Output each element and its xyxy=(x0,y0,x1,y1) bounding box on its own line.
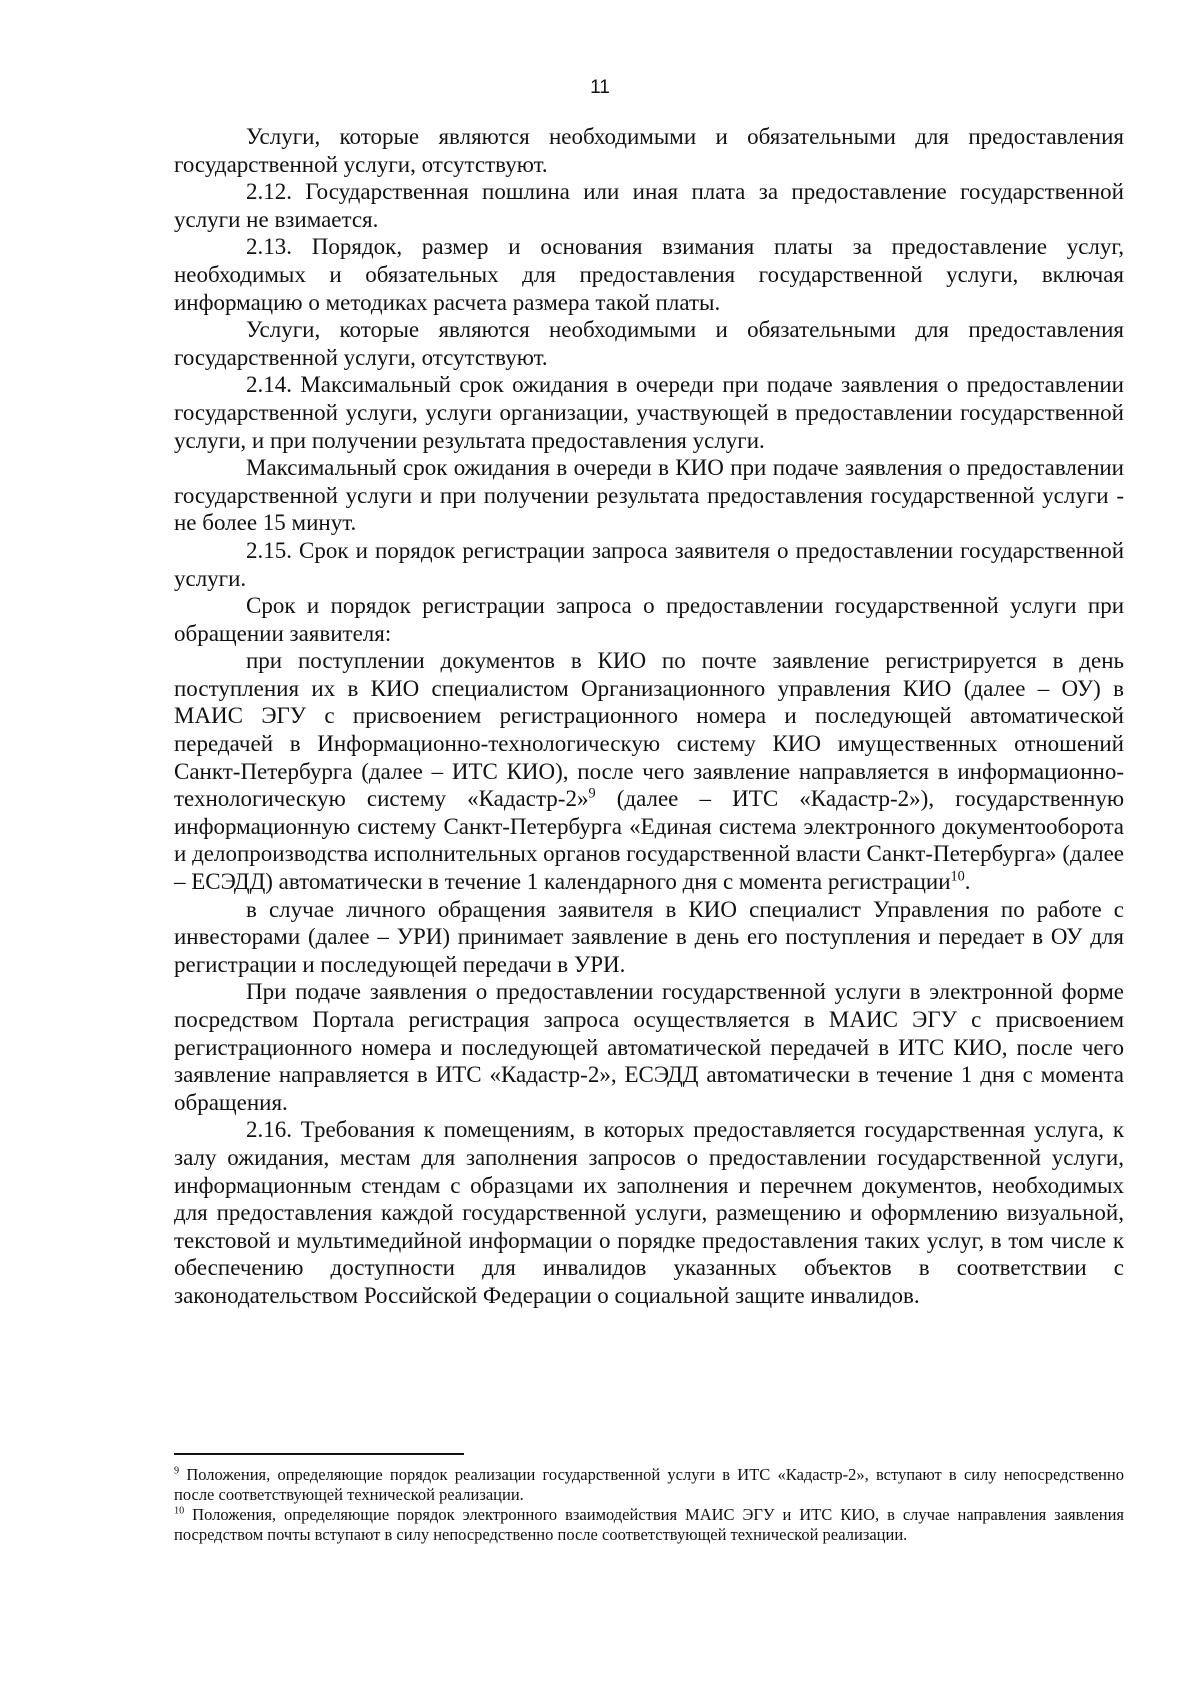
main-text xyxy=(174,123,1124,1310)
paragraph-2-12: 2.12. Государственная пошлина или иная плата за предоставление государственной услуги не взимается. xyxy=(174,179,1124,232)
paragraph-services-absent: Услуги, которые являются необходимыми и обязательными для предоставления государственной услуги, отсутствуют. xyxy=(174,124,1124,177)
footnote-divider xyxy=(174,1453,464,1455)
footnote-mark-10: 10 xyxy=(174,1505,185,1517)
footnote-mark-9: 9 xyxy=(174,1465,180,1477)
paragraph-2-16: 2.16. Требования к помещениям, в которых предоставляется государственная услуга, к залу ожидания, местам для заполнения запросов о предоставлении государственной услуги, информационным стендам с образцами их заполнения и перечнем документов, необходимых для предоставления каждой государственной услуги, размещению и оформлению визуальной, текстовой и мультимедийной информации о порядке предоставления таких услуг, в том числе к обеспечению доступности для инвалидов указанных объектов в соответствии с законодательством Российской Федерации о социальной защите инвалидов. xyxy=(174,1117,1124,1308)
footnotes xyxy=(174,1465,1124,1545)
footnote-10 xyxy=(174,1505,1124,1545)
paragraph-registration-intro: Срок и порядок регистрации запроса о предоставлении государственной услуги при обращении заявителя: xyxy=(174,593,1124,646)
paragraph-postal-registration xyxy=(174,647,1124,895)
footnote-9-text: Положения, определяющие порядок реализации государственной услуги в ИТС «Кадастр-2», вступают в силу непосредственно после соответствующей технической реализации. xyxy=(174,1465,1124,1504)
footnote-9 xyxy=(174,1465,1124,1505)
page-number: 11 xyxy=(590,77,610,98)
paragraph-max-wait-time: Максимальный срок ожидания в очереди в КИО при подаче заявления о предоставлении государственной услуги и при получении результата предоставления государственной услуги - не более 15 минут. xyxy=(174,455,1124,536)
footnote-ref-9[interactable]: 9 xyxy=(588,785,596,802)
paragraph-2-14: 2.14. Максимальный срок ожидания в очереди при подаче заявления о предоставлении государственной услуги, услуги организации, участвующей в предоставлении государственной услуги, и при получении результата предоставления услуги. xyxy=(174,372,1124,453)
paragraph-services-absent-2: Услуги, которые являются необходимыми и обязательными для предоставления государственной услуги, отсутствуют. xyxy=(174,317,1124,370)
postal-text-part-1: при поступлении документов в КИО по почте заявление регистрируется в день поступления их в КИО специалистом Организационного управления КИО (далее – ОУ) в МАИС ЭГУ с присвоением регистрационного номера и последующей автоматической передачей в Информационно-технологическую систему КИО имущественных отношений Санкт-Петербурга (далее – ИТС КИО), после чего заявление направляется в информационно-технологическую систему «Кадастр-2» xyxy=(174,648,1124,812)
paragraph-2-15: 2.15. Срок и порядок регистрации запроса заявителя о предоставлении государственной услуги. xyxy=(174,537,1124,591)
paragraph-personal-visit: в случае личного обращения заявителя в КИО специалист Управления по работе с инвесторами (далее – УРИ) принимает заявление в день его поступления и передает в ОУ для регистрации и последующей передачи в УРИ. xyxy=(174,896,1124,977)
postal-text-part-3: . xyxy=(964,869,971,895)
paragraph-2-13: 2.13. Порядок, размер и основания взимания платы за предоставление услуг, необходимых и обязательных для предоставления государственной услуги, включая информацию о методиках расчета размера такой платы. xyxy=(174,234,1124,315)
postal-text-part-2: (далее – ИТС «Кадастр-2»), государственную информационную систему Санкт-Петербурга «Единая система электронного документооборота и делопроизводства исполнительных органов государственной власти Санкт-Петербурга» (далее – ЕСЭДД) автоматически в течение 1 календарного дня с момента регистрации xyxy=(174,786,1124,895)
footnote-ref-10[interactable]: 10 xyxy=(950,868,965,885)
footnote-10-text: Положения, определяющие порядок электронного взаимодействия МАИС ЭГУ и ИТС КИО, в случае направления заявления посредством почты вступают в силу непосредственно после соответствующей технической реализации. xyxy=(174,1505,1124,1544)
paragraph-electronic-submission: При подаче заявления о предоставлении государственной услуги в электронной форме посредством Портала регистрация запроса осуществляется в МАИС ЭГУ с присвоением регистрационного номера и последующей автоматической передачей в ИТС КИО, после чего заявление направляется в ИТС «Кадастр-2», ЕСЭДД автоматически в течение 1 дня с момента обращения. xyxy=(174,979,1124,1115)
